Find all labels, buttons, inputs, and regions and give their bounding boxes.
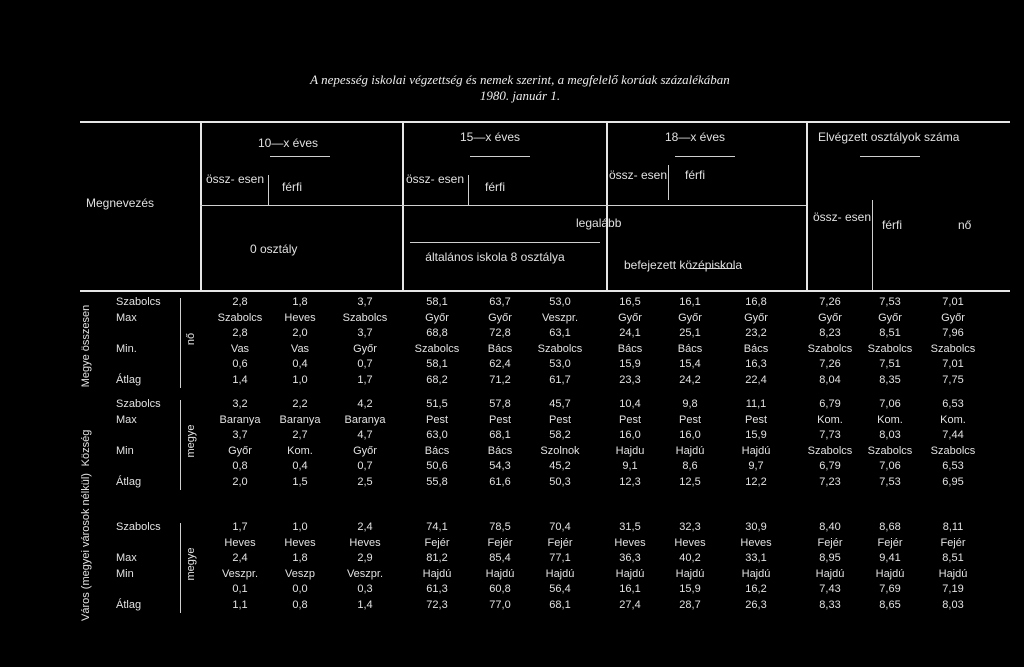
section-label: Község [80, 429, 92, 467]
table-cell: 45,7 [549, 398, 571, 410]
table-cell: 22,4 [745, 373, 767, 386]
row-label: Szabolcs [116, 296, 161, 308]
table-cell: 9,7 [748, 460, 764, 472]
table-cell: Szabolcs [414, 342, 460, 355]
header-ferfi: férfi [485, 180, 506, 194]
table-cell: Pest [548, 413, 571, 426]
table-cell: Győr [744, 311, 768, 324]
header-no: nő [958, 218, 972, 232]
table-cell: 7,43 [819, 583, 841, 595]
header-divider [668, 165, 669, 200]
table-cell: Pest [678, 413, 701, 426]
header-divider [402, 121, 404, 291]
section-label: Város (megyei városok nélkül) [80, 473, 92, 621]
table-cell: 3,7 [357, 327, 373, 339]
table-cell: Győr [678, 311, 702, 324]
table-cell: 8,03 [942, 598, 964, 611]
table-cell: 51,5 [426, 398, 448, 410]
table-cell: Szabolcs [930, 444, 976, 457]
header-legalabb: legalább [576, 216, 622, 230]
row-label: Max [116, 413, 137, 426]
header-rule [200, 205, 806, 206]
table-cell: 2,8 [232, 296, 248, 308]
section-divider [180, 298, 181, 388]
table-cell: 1,7 [357, 373, 373, 386]
table-cell: Heves [614, 536, 646, 549]
table-cell: Fejér [547, 536, 573, 549]
table-cell: 61,6 [489, 475, 511, 488]
table-cell: 16,2 [745, 583, 767, 595]
table-cell: 7,19 [942, 583, 964, 595]
table-cell: 70,4 [549, 521, 571, 533]
header-rule [410, 242, 600, 243]
table-cell: Kom. [877, 413, 903, 426]
table-cell: 8,40 [819, 521, 841, 533]
table-cell: 8,23 [819, 327, 841, 339]
section-label: Megye összesen [80, 304, 92, 388]
header-kozepiskola: befejezett középiskola [624, 258, 743, 272]
table-cell: Bács [424, 444, 450, 457]
table-cell: 8,65 [879, 598, 901, 611]
table-cell: 7,01 [942, 358, 964, 370]
table-cell: 68,2 [426, 373, 448, 386]
row-label: Szabolcs [116, 521, 161, 533]
table-cell: Szabolcs [807, 444, 853, 457]
table-cell: 7,75 [942, 373, 964, 386]
table-cell: Heves [674, 536, 706, 549]
table-cell: 74,1 [426, 521, 448, 533]
table-cell: 3,2 [232, 398, 248, 410]
table-cell: 7,96 [942, 327, 964, 339]
table-cell: 50,3 [549, 475, 571, 488]
table-cell: 7,53 [879, 475, 901, 488]
table-cell: Győr [228, 444, 252, 457]
header-top-rule [80, 121, 1010, 123]
table-cell: Veszpr. [221, 567, 259, 580]
table-cell: Pest [425, 413, 448, 426]
table-cell: Győr [353, 342, 377, 355]
header-rule [675, 156, 735, 157]
table-cell: Bács [487, 342, 513, 355]
table-cell: Szabolcs [217, 311, 263, 324]
section-sublabel: megye [185, 424, 197, 458]
table-cell: 7,44 [942, 429, 964, 441]
table-cell: Heves [349, 536, 381, 549]
table-cell: Hajdú [485, 567, 515, 580]
table-cell: 45,2 [549, 460, 571, 472]
table-cell: 7,51 [879, 358, 901, 370]
header-megnevezes: Megnevezés [86, 196, 155, 210]
table-title: A nepesség iskolai végzettség és nemek szerint, a megfelelő korúak százalékában [310, 72, 730, 87]
table-cell: 16,1 [679, 296, 701, 308]
header-rule [270, 156, 330, 157]
table-cell: 58,1 [426, 296, 448, 308]
table-cell: 8,35 [879, 373, 901, 386]
table-cell: 2,4 [357, 521, 373, 533]
table-cell: 0,7 [357, 358, 373, 370]
table-cell: 77,1 [549, 552, 571, 564]
table-cell: 63,7 [489, 296, 511, 308]
table-cell: 2,0 [232, 475, 248, 488]
table-cell: 2,0 [292, 327, 308, 339]
table-cell: 61,3 [426, 583, 448, 595]
table-cell: 36,3 [619, 552, 641, 564]
table-cell: Bács [487, 444, 513, 457]
table-cell: 0,8 [292, 598, 308, 611]
table-cell: 0,6 [232, 358, 248, 370]
table-cell: 15,9 [679, 583, 701, 595]
table-cell: Baranya [279, 413, 321, 426]
table-cell: 8,04 [819, 373, 841, 386]
table-cell: Hajdú [422, 567, 452, 580]
table-cell: Veszpr. [346, 567, 384, 580]
table-cell: 6,53 [942, 398, 964, 410]
table-cell: 7,73 [819, 429, 841, 441]
table-cell: 62,4 [489, 358, 511, 370]
table-cell: 25,1 [679, 327, 701, 339]
table-cell: 2,7 [292, 429, 308, 441]
table-cell: 0,4 [292, 358, 308, 370]
row-label: Max [116, 311, 137, 324]
table-cell: 7,06 [879, 398, 901, 410]
row-label: Szabolcs [116, 398, 161, 410]
table-cell: 81,2 [426, 552, 448, 564]
table-cell: 16,8 [745, 296, 767, 308]
header-divider [468, 175, 469, 205]
table-cell: 4,7 [357, 429, 373, 441]
table-cell: 1,5 [292, 475, 308, 488]
table-cell: 7,26 [819, 296, 841, 308]
header-ferfi: férfi [282, 180, 303, 194]
table-cell: Heves [740, 536, 772, 549]
table-cell: Heves [284, 536, 316, 549]
header-rule [470, 156, 530, 157]
table-cell: Veszpr. [541, 311, 579, 324]
table-cell: Szabolcs [930, 342, 976, 355]
table-cell: Bács [677, 342, 703, 355]
table-cell: 16,1 [619, 583, 641, 595]
table-cell: 1,4 [232, 373, 248, 386]
header-10-eves: 10—x éves [258, 136, 319, 150]
table-cell: 7,23 [819, 475, 841, 488]
table-cell: 23,2 [745, 327, 767, 339]
table-cell: Bács [617, 342, 643, 355]
table-cell: 8,51 [879, 327, 901, 339]
table-cell: Szabolcs [867, 342, 913, 355]
table-cell: 30,9 [745, 521, 767, 533]
table-cell: 0,4 [292, 460, 308, 472]
table-cell: 72,3 [426, 598, 448, 611]
table-cell: 28,7 [679, 598, 701, 611]
table-cell: 1,8 [292, 296, 308, 308]
table-cell: 23,3 [619, 373, 641, 386]
table-cell: 60,8 [489, 583, 511, 595]
table-cell: Pest [744, 413, 767, 426]
table-cell: 12,2 [745, 475, 767, 488]
table-cell: 1,0 [292, 373, 308, 386]
table-cell: 32,3 [679, 521, 701, 533]
header-osszesen: össz- esen [405, 172, 465, 186]
header-osszesen: össz- esen [608, 168, 668, 182]
table-cell: Szabolcs [342, 311, 388, 324]
table-cell: Hajdú [741, 567, 771, 580]
table-cell: Hajdú [815, 567, 845, 580]
header-rule [860, 156, 920, 157]
header-ferfi: férfi [882, 218, 903, 232]
section-divider [180, 400, 181, 490]
row-label: Átlag [116, 475, 142, 488]
table-cell: 63,0 [426, 429, 448, 441]
table-cell: Hajdú [545, 567, 575, 580]
table-cell: Hajdú [675, 444, 705, 457]
table-cell: Pest [618, 413, 641, 426]
table-cell: Hajdu [615, 444, 645, 457]
table-cell: Fejér [487, 536, 513, 549]
table-cell: 68,8 [426, 327, 448, 339]
table-cell: 61,7 [549, 373, 571, 386]
table-cell: 68,1 [489, 429, 511, 441]
header-bottom-rule [80, 290, 1010, 292]
table-cell: Hajdú [875, 567, 905, 580]
table-cell: 1,0 [292, 521, 308, 533]
table-cell: 16,5 [619, 296, 641, 308]
table-cell: Heves [224, 536, 256, 549]
table-cell: 0,7 [357, 460, 373, 472]
table-cell: 1,1 [232, 598, 248, 611]
table-cell: 6,79 [819, 460, 841, 472]
table-cell: 78,5 [489, 521, 511, 533]
table-cell: 7,69 [879, 583, 901, 595]
table-cell: Hajdú [741, 444, 771, 457]
table-cell: Hajdú [615, 567, 645, 580]
table-cell: 68,1 [549, 598, 571, 611]
header-osszesen: össz- esen [205, 172, 265, 186]
table-cell: Győr [488, 311, 512, 324]
table-cell: 40,2 [679, 552, 701, 564]
table-cell: Fejér [817, 536, 843, 549]
table-cell: 53,0 [549, 296, 571, 308]
table-cell: Hajdú [675, 567, 705, 580]
table-cell: Fejér [424, 536, 450, 549]
table-cell: Hajdú [938, 567, 968, 580]
table-cell: Kom. [287, 444, 313, 457]
table-cell: 6,79 [819, 398, 841, 410]
table-cell: Fejér [877, 536, 903, 549]
row-label: Átlag [116, 373, 142, 386]
table-cell: 58,1 [426, 358, 448, 370]
table-cell: 26,3 [745, 598, 767, 611]
header-osszesen: össz- esen [812, 210, 872, 224]
table-cell: 8,11 [942, 521, 964, 533]
table-cell: 9,8 [682, 398, 698, 410]
header-ferfi: férfi [685, 168, 706, 182]
table-cell: 2,2 [292, 398, 308, 410]
table-cell: 58,2 [549, 429, 571, 441]
table-cell: 77,0 [489, 598, 511, 611]
table-cell: 3,7 [357, 296, 373, 308]
table-cell: 12,3 [619, 475, 641, 488]
table-cell: Győr [878, 311, 902, 324]
table-cell: Szabolcs [537, 342, 583, 355]
table-cell: Baranya [344, 413, 386, 426]
table-cell: 63,1 [549, 327, 571, 339]
table-cell: 8,68 [879, 521, 901, 533]
table-cell: 9,41 [879, 552, 901, 564]
header-altalanos: általános iskola 8 osztálya [425, 250, 565, 264]
row-label: Min [116, 444, 134, 457]
table-cell: Győr [425, 311, 449, 324]
table-cell: 2,8 [232, 327, 248, 339]
table-cell: 71,2 [489, 373, 511, 386]
table-cell: 0,1 [232, 583, 248, 595]
table-cell: Győr [353, 444, 377, 457]
table-cell: 1,7 [232, 521, 248, 533]
table-cell: Bács [743, 342, 769, 355]
table-cell: Győr [618, 311, 642, 324]
table-cell: 0,8 [232, 460, 248, 472]
table-cell: 27,4 [619, 598, 641, 611]
table-cell: 15,4 [679, 358, 701, 370]
table-cell: 55,8 [426, 475, 448, 488]
table-cell: Vas [230, 342, 250, 355]
table-cell: 24,1 [619, 327, 641, 339]
section-sublabel: nő [185, 332, 197, 346]
table-cell: 85,4 [489, 552, 511, 564]
header-divider [606, 121, 608, 291]
table-cell: 33,1 [745, 552, 767, 564]
table-cell: Baranya [219, 413, 261, 426]
table-cell: Pest [488, 413, 511, 426]
section-sublabel: megye [185, 547, 197, 581]
row-label: Min. [116, 342, 137, 355]
table-cell: Vas [290, 342, 310, 355]
table-cell: 3,7 [232, 429, 248, 441]
table-cell: 8,33 [819, 598, 841, 611]
table-cell: 10,4 [619, 398, 641, 410]
table-cell: 4,2 [357, 398, 373, 410]
table-cell: 9,1 [622, 460, 638, 472]
header-divider [268, 175, 269, 205]
table-cell: 7,26 [819, 358, 841, 370]
table-cell: 6,95 [942, 475, 964, 488]
table-cell: 8,51 [942, 552, 964, 564]
table-cell: 16,0 [619, 429, 641, 441]
table-date: 1980. január 1. [479, 88, 561, 103]
table-cell: 8,95 [819, 552, 841, 564]
table-cell: 16,0 [679, 429, 701, 441]
table-cell: Heves [284, 311, 316, 324]
row-label: Min [116, 567, 134, 580]
table-cell: Veszp [285, 567, 315, 580]
table-cell: 7,01 [942, 296, 964, 308]
row-label: Átlag [116, 598, 142, 611]
table-cell: 72,8 [489, 327, 511, 339]
table-cell: 7,53 [879, 296, 901, 308]
table-cell: 16,3 [745, 358, 767, 370]
header-elvegzett: Elvégzett osztályok száma [818, 130, 960, 144]
table-cell: Szabolcs [867, 444, 913, 457]
header-divider [806, 121, 808, 291]
table-cell: 8,6 [682, 460, 698, 472]
table-cell: 1,4 [357, 598, 373, 611]
section-divider [180, 523, 181, 613]
table-cell: Győr [818, 311, 842, 324]
row-label: Max [116, 552, 137, 564]
table-cell: 50,6 [426, 460, 448, 472]
header-divider [200, 121, 202, 291]
table-cell: 2,9 [357, 552, 373, 564]
table-cell: 57,8 [489, 398, 511, 410]
header-18-eves: 18—x éves [665, 130, 726, 144]
table-cell: 2,4 [232, 552, 248, 564]
table-cell: 53,0 [549, 358, 571, 370]
table-cell: 0,0 [292, 583, 308, 595]
table-cell: 15,9 [745, 429, 767, 441]
table-cell: 54,3 [489, 460, 511, 472]
header-0-osztaly: 0 osztály [250, 242, 298, 256]
table-cell: 56,4 [549, 583, 571, 595]
table-cell: 12,5 [679, 475, 701, 488]
table-cell: 6,53 [942, 460, 964, 472]
table-cell: Szolnok [540, 444, 580, 457]
header-divider [872, 200, 873, 290]
table-cell: Kom. [817, 413, 843, 426]
table-cell: 2,5 [357, 475, 373, 488]
table-cell: Kom. [940, 413, 966, 426]
table-cell: Győr [941, 311, 965, 324]
table-cell: 31,5 [619, 521, 641, 533]
table-cell: 1,8 [292, 552, 308, 564]
header-15-eves: 15—x éves [460, 130, 521, 144]
table-cell: 15,9 [619, 358, 641, 370]
table-cell: 0,3 [357, 583, 373, 595]
table-cell: 8,03 [879, 429, 901, 441]
table-cell: Szabolcs [807, 342, 853, 355]
table-cell: Fejér [940, 536, 966, 549]
table-cell: 7,06 [879, 460, 901, 472]
table-cell: 11,1 [745, 398, 767, 410]
table-cell: 24,2 [679, 373, 701, 386]
